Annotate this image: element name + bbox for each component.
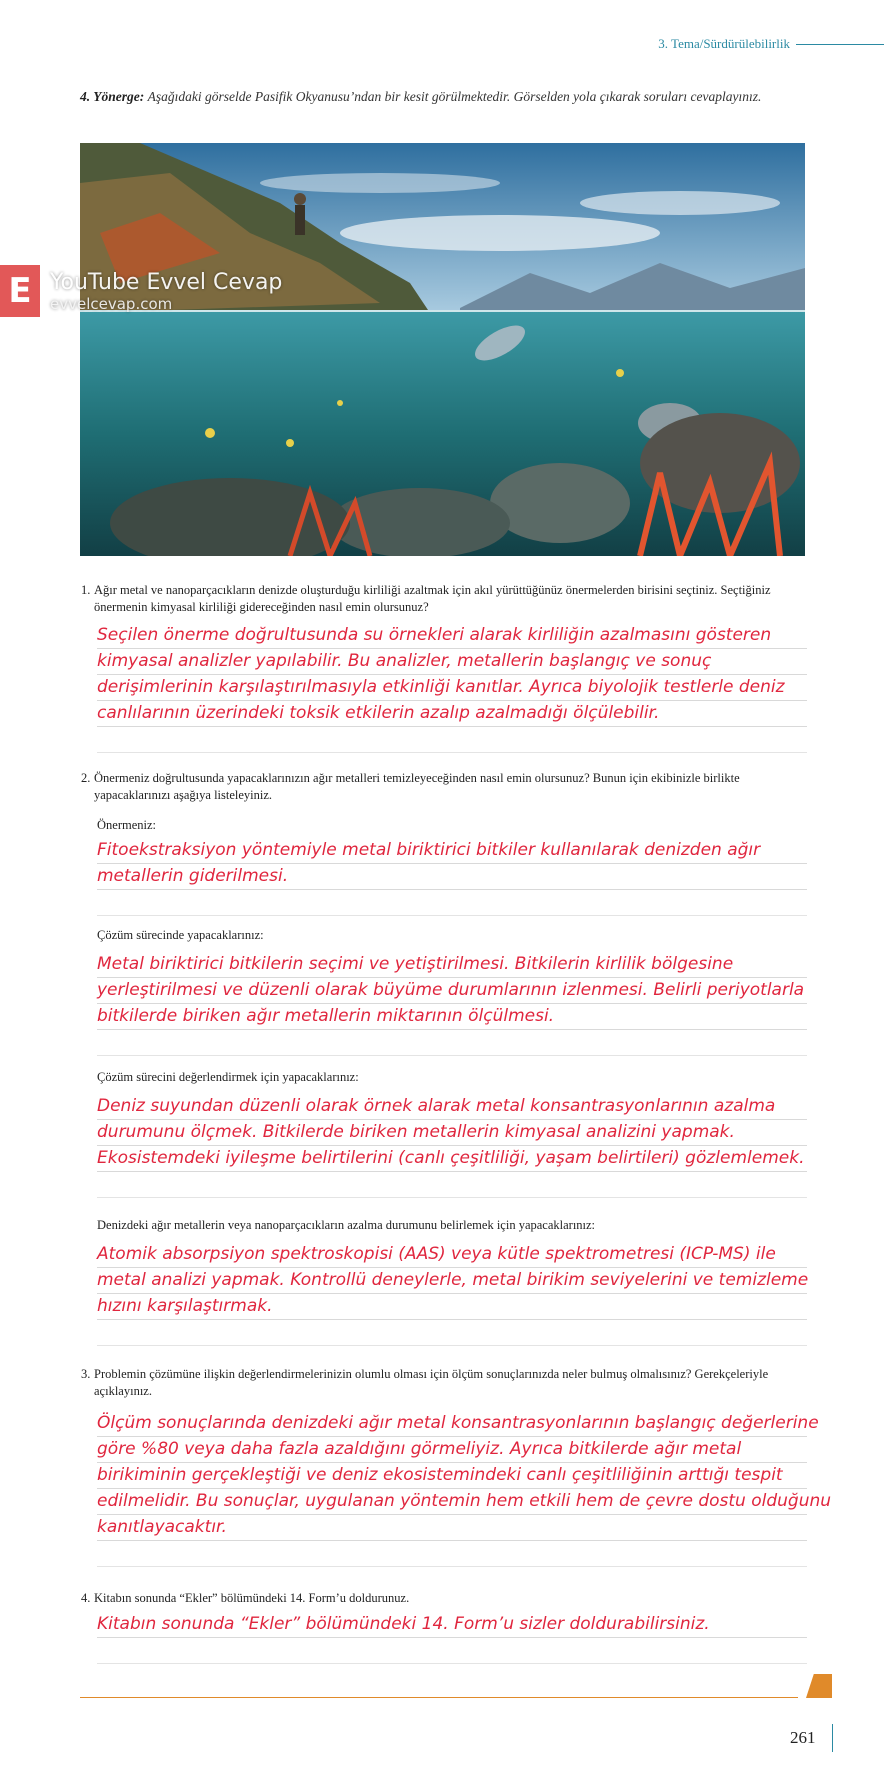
answer-line: yerleştirilmesi ve düzenli olarak büyüme durumlarının izlenmesi. Belirli periyotlarla	[97, 978, 807, 1004]
question-text: Önermeniz doğrultusunda yapacaklarınızın ağır metalleri temizleyeceğinden nasıl emin olursunuz? Bunun için ekibinizle birlikte yapacaklarınızı aşağıya listeleyiniz.	[94, 771, 740, 802]
blank-line	[97, 1541, 807, 1567]
blank-line	[97, 727, 807, 753]
question-2	[81, 770, 806, 804]
answer-line: birikiminin gerçekleştiği ve deniz ekosistemindeki canlı çeşitliliğinin arttığı tespit	[97, 1463, 807, 1489]
watermark-text	[50, 270, 282, 313]
ocean-scene	[80, 143, 805, 556]
answer-4	[97, 1612, 807, 1664]
page-number-bar	[832, 1724, 833, 1752]
answer-1	[97, 623, 807, 753]
question-1	[81, 582, 806, 616]
answer-line: metallerin giderilmesi.	[97, 864, 807, 890]
question-number: 1.	[81, 583, 91, 597]
sub-label-process: Çözüm sürecinde yapacaklarınız:	[97, 928, 264, 942]
section-title: 3. Tema/Sürdürülebilirlik	[658, 36, 790, 51]
question-text: Kitabın sonunda “Ekler” bölümündeki 14. Form’u doldurunuz.	[94, 1591, 410, 1605]
answer-2-measure	[97, 1242, 807, 1346]
blank-line	[97, 1320, 807, 1346]
answer-2-proposal	[97, 838, 807, 916]
answer-line: canlılarının üzerindeki toksik etkilerin azalıp azalmadığı ölçülebilir.	[97, 701, 807, 727]
answer-line: hızını karşılaştırmak.	[97, 1294, 807, 1320]
question-number: 3.	[81, 1367, 91, 1381]
instruction-text: Aşağıdaki görselde Pasifik Okyanusu’ndan bir kesit görülmektedir. Görselden yola çıkarak soruları cevaplayınız.	[147, 89, 762, 104]
running-header	[658, 36, 884, 52]
blank-line	[97, 1172, 807, 1198]
answer-line: Metal biriktirici bitkilerin seçimi ve yetiştirilmesi. Bitkilerin kirlilik bölgesine	[97, 952, 807, 978]
instruction	[80, 88, 800, 106]
answer-line: Atomik absorpsiyon spektroskopisi (AAS) veya kütle spektrometresi (ICP-MS) ile	[97, 1242, 807, 1268]
question-number: 2.	[81, 771, 91, 785]
answer-line: kanıtlayacaktır.	[97, 1515, 807, 1541]
answer-3	[97, 1411, 832, 1567]
answer-line: derişimlerinin karşılaştırılmasıyla etkinliği kanıtlar. Ayrıca biyolojik testlerle deniz	[97, 675, 807, 701]
answer-line: Ölçüm sonuçlarında denizdeki ağır metal konsantrasyonlarının başlangıç değerlerine	[97, 1411, 807, 1437]
blank-line	[97, 1638, 807, 1664]
answer-line: metal analizi yapmak. Kontrollü deneylerle, metal birikim seviyelerini ve temizleme	[97, 1268, 807, 1294]
answer-line: kimyasal analizler yapılabilir. Bu analizler, metallerin başlangıç ve sonuç	[97, 649, 807, 675]
watermark	[0, 265, 282, 317]
answer-line: Deniz suyundan düzenli olarak örnek alarak metal konsantrasyonlarının azalma	[97, 1094, 807, 1120]
sub-label-evaluate: Çözüm sürecini değerlendirmek için yapacaklarınız:	[97, 1070, 359, 1084]
question-4	[81, 1590, 806, 1607]
question-text: Ağır metal ve nanoparçacıkların denizde oluşturduğu kirliliği azaltmak için akıl yürüttüğünüz önermelerden birisini seçtiniz. Seçtiğiniz önermenin kimyasal kirliliği gidereceğinden nasıl emin olursunuz?	[94, 583, 771, 614]
watermark-logo: E	[0, 265, 40, 317]
question-number: 4.	[81, 1591, 91, 1605]
answer-line: Kitabın sonunda “Ekler” bölümündeki 14. Form’u sizler doldurabilirsiniz.	[97, 1612, 807, 1638]
watermark-url: evvelcevap.com	[50, 294, 173, 313]
answer-2-evaluate	[97, 1094, 807, 1198]
answer-line: edilmelidir. Bu sonuçlar, uygulanan yöntemin hem etkili hem de çevre dostu olduğunu	[97, 1489, 807, 1515]
answer-line: Fitoekstraksiyon yöntemiyle metal biriktirici bitkiler kullanılarak denizden ağır	[97, 838, 807, 864]
page-number: 261	[790, 1728, 816, 1747]
answer-2-process	[97, 952, 807, 1056]
question-text: Problemin çözümüne ilişkin değerlendirmelerinizin olumlu olması için ölçüm sonuçlarınızda neler bulmuş olmalısınız? Gerekçeleriyle açıklayınız.	[94, 1367, 769, 1398]
ocean-illustration	[80, 143, 805, 556]
header-rule	[796, 44, 884, 45]
question-3	[81, 1366, 806, 1400]
answer-line: göre %80 veya daha fazla azaldığını görmeliyiz. Ayrıca bitkilerde ağır metal	[97, 1437, 807, 1463]
answer-line: bitkilerde biriken ağır metallerin miktarının ölçülmesi.	[97, 1004, 807, 1030]
answer-line: durumunu ölçmek. Bitkilerde biriken metallerin kimyasal analizini yapmak.	[97, 1120, 807, 1146]
sub-label-proposal: Önermeniz:	[97, 818, 157, 832]
blank-line	[97, 1030, 807, 1056]
answer-line: Ekosistemdeki iyileşme belirtilerini (canlı çeşitliliği, yaşam belirtileri) gözlemlemek.	[97, 1146, 807, 1172]
footer-rule	[80, 1697, 798, 1698]
instruction-label: 4. Yönerge:	[80, 89, 145, 104]
footer-tab	[806, 1674, 832, 1698]
sub-label-measure: Denizdeki ağır metallerin veya nanoparçacıkların azalma durumunu belirlemek için yapacaklarınız:	[97, 1218, 596, 1232]
watermark-title: YouTube Evvel Cevap	[50, 269, 283, 295]
answer-line: Seçilen önerme doğrultusunda su örnekleri alarak kirliliğin azalmasını gösteren	[97, 623, 807, 649]
blank-line	[97, 890, 807, 916]
